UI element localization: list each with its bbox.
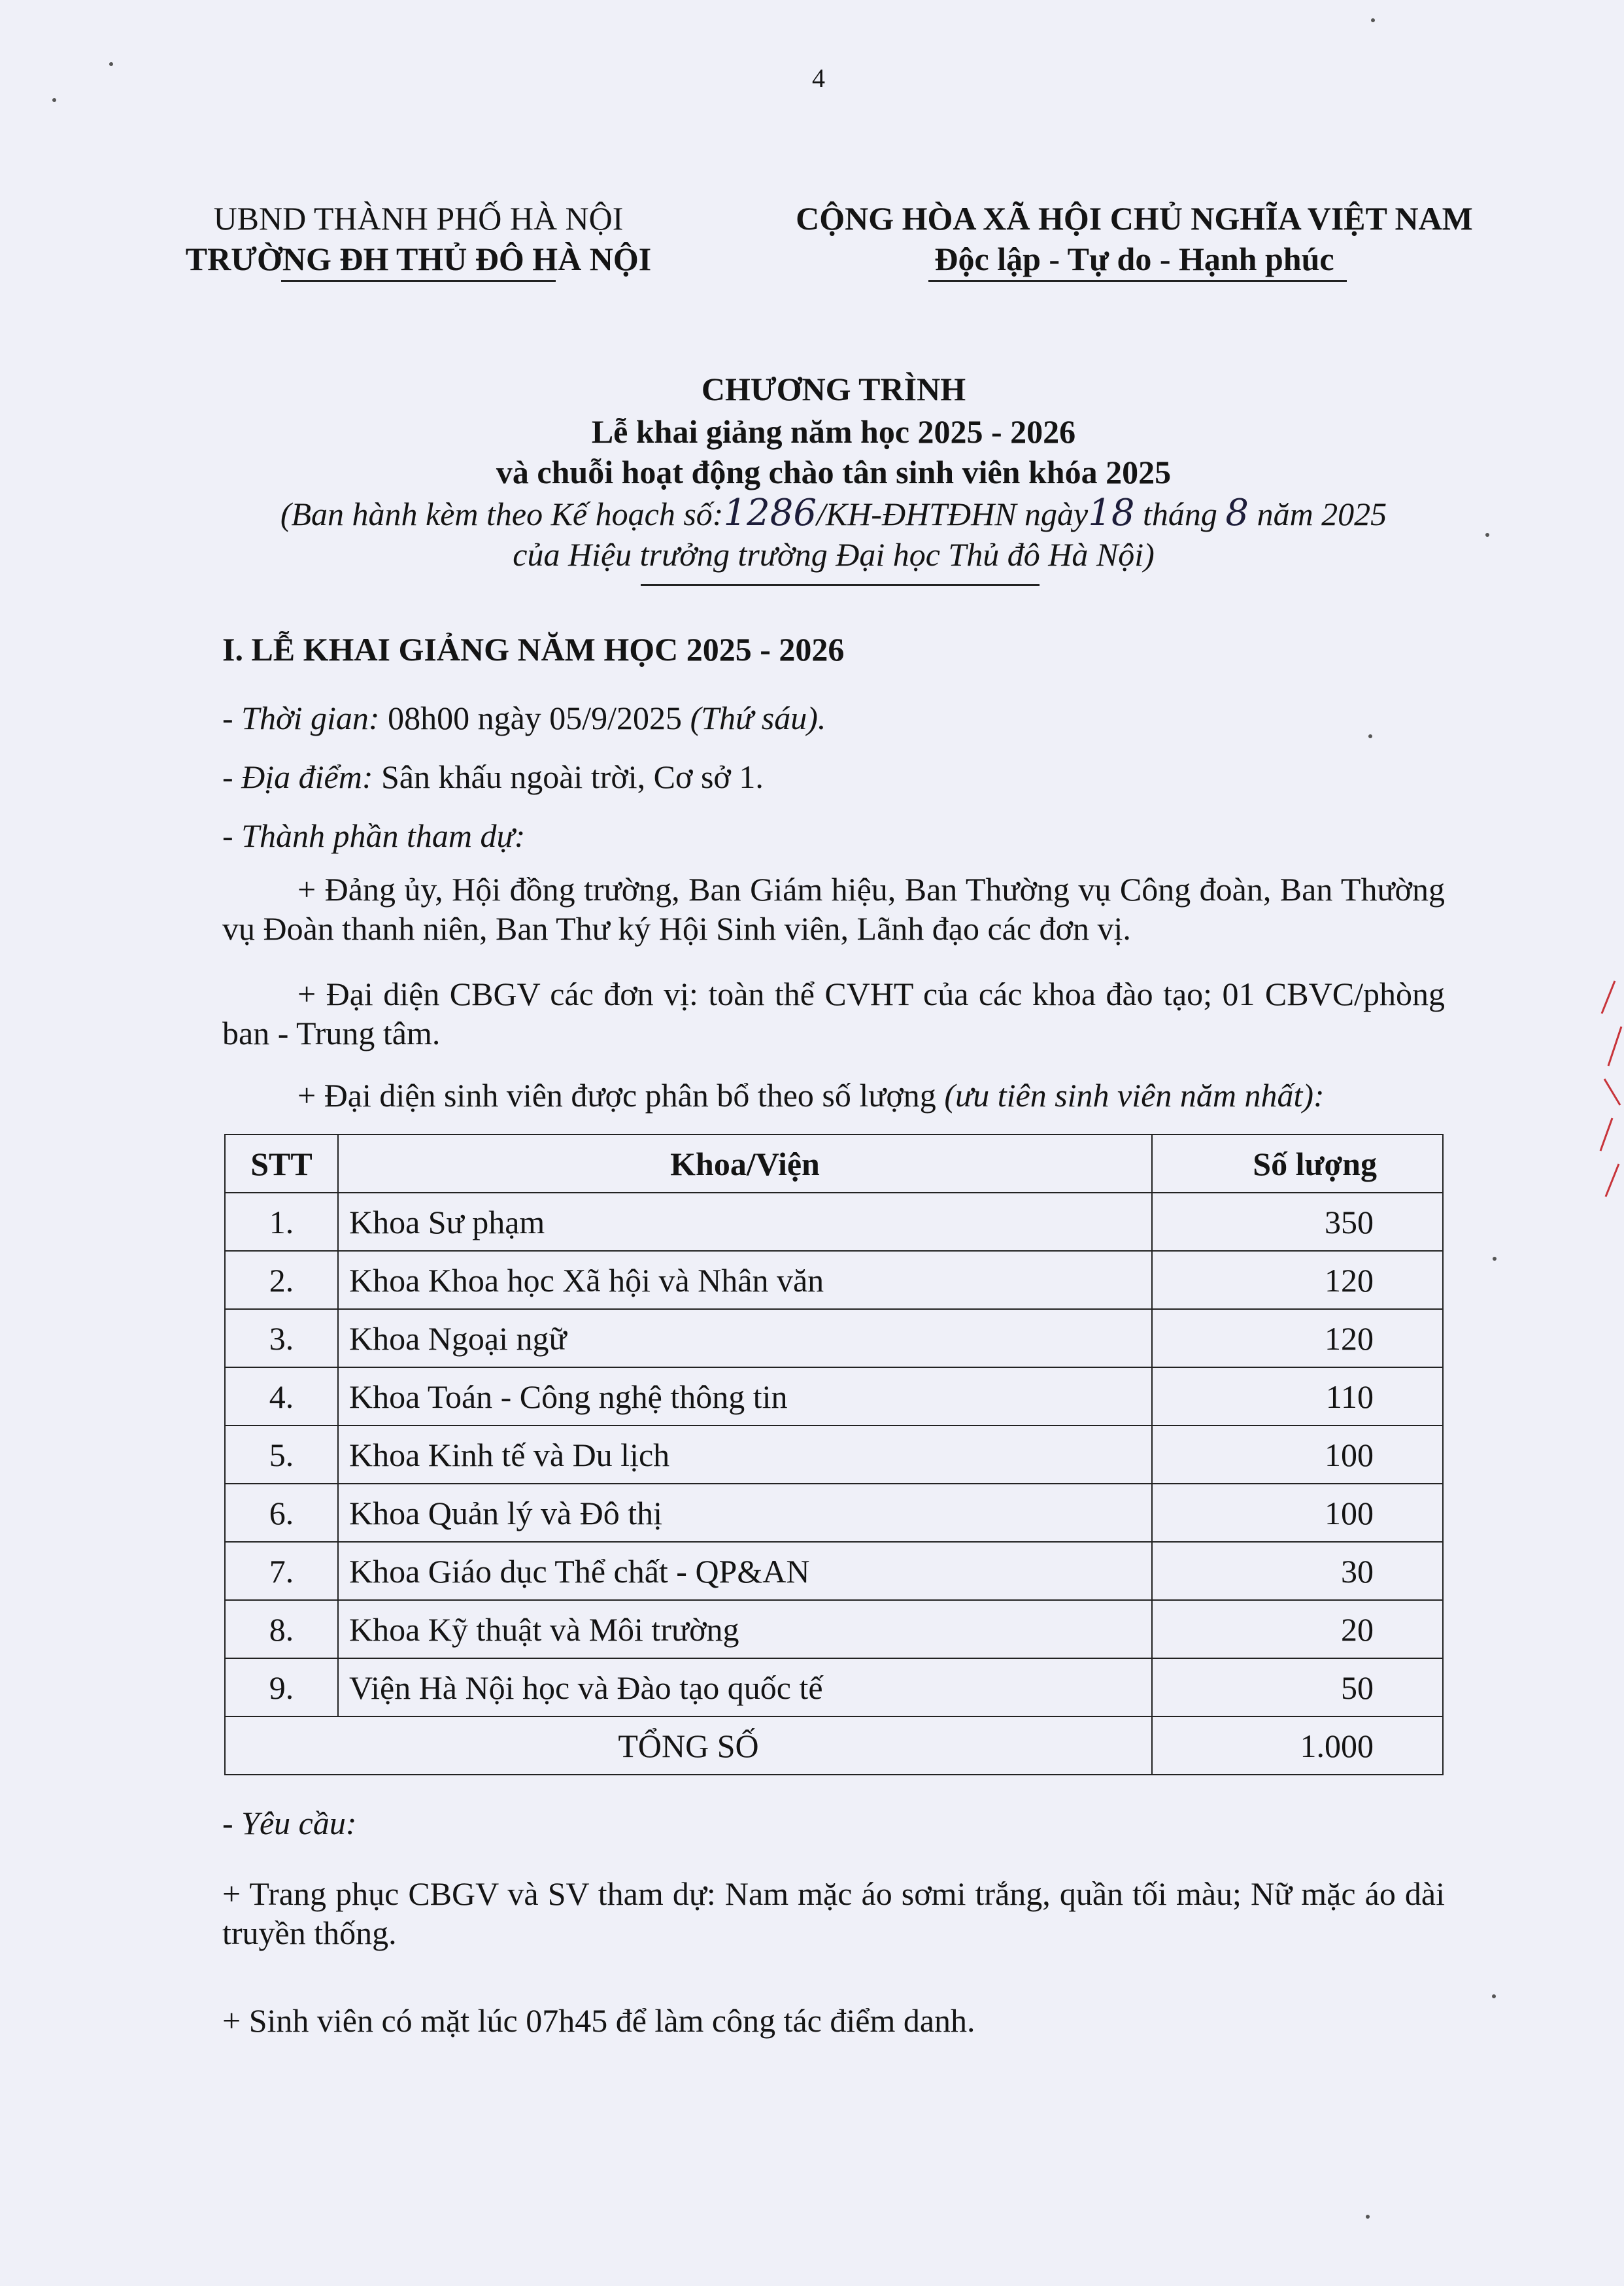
- year-label: năm 2025: [1257, 496, 1387, 532]
- scan-speck: [1368, 734, 1372, 738]
- row-stt: 7.: [225, 1542, 338, 1600]
- table-row: [225, 1425, 1443, 1484]
- table-total-row: [225, 1716, 1443, 1775]
- handwritten-day: 18: [1088, 492, 1135, 534]
- scan-speck: [1371, 18, 1375, 22]
- document-subtitle-1: Lễ khai giảng năm học 2025 - 2026: [591, 413, 1076, 450]
- row-count: 100: [1152, 1484, 1443, 1542]
- red-stamp-edge: [1595, 974, 1624, 1210]
- students-allocation-intro: + Đại diện sinh viên được phân bổ theo số lượng (ưu tiên sinh viên năm nhất):: [297, 1077, 1325, 1114]
- row-stt: 1.: [225, 1193, 338, 1251]
- row-unit: Khoa Khoa học Xã hội và Nhân văn: [338, 1251, 1152, 1309]
- row-unit: Khoa Sư phạm: [338, 1193, 1152, 1251]
- row-unit: Khoa Toán - Công nghệ thông tin: [338, 1367, 1152, 1425]
- row-count: 350: [1152, 1193, 1443, 1251]
- row-count: 100: [1152, 1425, 1443, 1484]
- document-subtitle-2: và chuỗi hoạt động chào tân sinh viên khóa 2025: [496, 454, 1172, 490]
- table-row: [225, 1193, 1443, 1251]
- issued-by-line: của Hiệu trưởng trường Đại học Thủ đô Hà Nội): [513, 536, 1155, 573]
- row-stt: 4.: [225, 1367, 338, 1425]
- issued-underline: [641, 584, 1040, 586]
- table-row: [225, 1600, 1443, 1658]
- issued-prefix: (Ban hành kèm theo Kế hoạch số:: [280, 496, 724, 532]
- header-right-underline: [928, 280, 1347, 282]
- row-count: 120: [1152, 1251, 1443, 1309]
- table-row: [225, 1484, 1443, 1542]
- table-row: [225, 1251, 1443, 1309]
- scan-speck: [1485, 533, 1489, 537]
- requirement-item: + Sinh viên có mặt lúc 07h45 để làm công tác điểm danh.: [222, 2002, 975, 2039]
- row-count: 50: [1152, 1658, 1443, 1716]
- place-value: Sân khấu ngoài trời, Cơ sở 1.: [373, 759, 764, 795]
- issued-mid: /KH-ĐHTĐHN ngày: [816, 496, 1089, 532]
- month-label: tháng: [1143, 496, 1217, 532]
- place-line: [222, 757, 764, 796]
- header-org-name: UBND THÀNH PHỐ HÀ NỘI: [213, 200, 624, 237]
- row-stt: 9.: [225, 1658, 338, 1716]
- table-row: [225, 1542, 1443, 1600]
- time-day: (Thứ sáu).: [690, 700, 826, 736]
- col-header-stt: STT: [225, 1134, 338, 1193]
- row-unit: Khoa Ngoại ngữ: [338, 1309, 1152, 1367]
- row-stt: 3.: [225, 1309, 338, 1367]
- row-count: 120: [1152, 1309, 1443, 1367]
- requirement-item: + Trang phục CBGV và SV tham dự: Nam mặc áo sơmi trắng, quần tối màu; Nữ mặc áo dài truyền thống.: [222, 1875, 1445, 1951]
- header-country-name: CỘNG HÒA XÃ HỘI CHỦ NGHĨA VIỆT NAM: [796, 200, 1473, 237]
- col-header-unit: Khoa/Viện: [338, 1134, 1152, 1193]
- handwritten-month: 8: [1225, 492, 1249, 534]
- student-allocation-table: [224, 1134, 1444, 1775]
- header-school-name: TRƯỜNG ĐH THỦ ĐÔ HÀ NỘI: [185, 241, 652, 277]
- row-stt: 2.: [225, 1251, 338, 1309]
- time-value: 08h00 ngày 05/9/2025: [379, 700, 690, 736]
- place-label: - Địa điểm:: [222, 759, 373, 795]
- row-count: 110: [1152, 1367, 1443, 1425]
- page-number: 4: [812, 63, 825, 93]
- row-stt: 8.: [225, 1600, 338, 1658]
- time-line: [222, 698, 826, 738]
- header-left-underline: [281, 280, 556, 282]
- row-stt: 6.: [225, 1484, 338, 1542]
- scan-speck: [1492, 1994, 1496, 1998]
- row-unit: Khoa Giáo dục Thể chất - QP&AN: [338, 1542, 1152, 1600]
- row-unit: Khoa Kinh tế và Du lịch: [338, 1425, 1152, 1484]
- row-unit: Khoa Kỹ thuật và Môi trường: [338, 1600, 1152, 1658]
- table-row: [225, 1309, 1443, 1367]
- participants-item: + Đại diện CBGV các đơn vị: toàn thể CVHT của các khoa đào tạo; 01 CBVC/phòng ban - Trung tâm.: [222, 976, 1445, 1051]
- header-motto: Độc lập - Tự do - Hạnh phúc: [934, 241, 1334, 277]
- table-row: [225, 1367, 1443, 1425]
- row-count: 30: [1152, 1542, 1443, 1600]
- participants-label: - Thành phần tham dự:: [222, 817, 526, 854]
- section-heading: I. LỄ KHAI GIẢNG NĂM HỌC 2025 - 2026: [222, 631, 845, 668]
- scan-speck: [109, 62, 113, 66]
- handwritten-plan-number: 1286: [723, 492, 817, 534]
- scan-speck: [1366, 2215, 1370, 2219]
- participants-item: + Đảng ủy, Hội đồng trường, Ban Giám hiệu, Ban Thường vụ Công đoàn, Ban Thường vụ Đoàn thanh niên, Ban Thư ký Hội Sinh viên, Lãnh đạo các đơn vị.: [222, 871, 1445, 947]
- issued-with-note: [262, 494, 1406, 534]
- row-count: 20: [1152, 1600, 1443, 1658]
- table-row: [225, 1658, 1443, 1716]
- document-title: CHƯƠNG TRÌNH: [701, 371, 966, 407]
- requirements-label: - Yêu cầu:: [222, 1805, 357, 1841]
- total-value: 1.000: [1152, 1716, 1443, 1775]
- row-unit: Khoa Quản lý và Đô thị: [338, 1484, 1152, 1542]
- table-header-row: [225, 1134, 1443, 1193]
- time-label: - Thời gian:: [222, 700, 380, 736]
- row-unit: Viện Hà Nội học và Đào tạo quốc tế: [338, 1658, 1152, 1716]
- row-stt: 5.: [225, 1425, 338, 1484]
- scan-speck: [1493, 1257, 1497, 1261]
- col-header-count: Số lượng: [1152, 1134, 1443, 1193]
- scan-speck: [52, 98, 56, 102]
- total-label: TỔNG SỐ: [225, 1716, 1152, 1775]
